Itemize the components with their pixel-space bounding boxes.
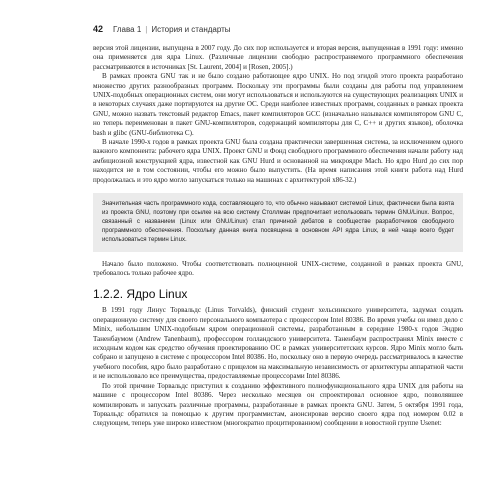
paragraph: В рамках проекта GNU так и не было создано работающее ядро UNIX. Но под эгидой этого проекта разработано множество других разнообразных программ. Поскольку эти программы были созданы для работы под управлением UNIX-подобных операционных систем, они могут использоваться и используются на существующих реализациях UNIX и в некоторых случаях даже портируются на другие ОС. Среди наиболее известных программ, созданных в рамках проекта GNU, можно назвать текстовый редактор Emacs, пакет компиляторов GCC (изначально назывался компилятором GNU C, но теперь переименован в пакет GNU-компиляторов, содержащий компиляторы для C, C++ и других языков), оболочка bash и glibc (GNU-библиотека C). — [93, 72, 463, 137]
running-header — [93, 24, 463, 38]
paragraph: В начале 1990-х годов в рамках проекта GNU была создана практически завершенная система, за исключением одного важного компонента: рабочего ядра UNIX. Проект GNU и Фонд свободного программного обеспечения начали работу над амбициозной конструкцией ядра, известной как GNU Hurd и основанной на микроядре Mach. Но ядро Hurd до сих пор находится не в том состоянии, чтобы его можно было выпустить. (На время написания этой книги работа над Hurd продолжалась и это ядро могло запускаться только на машинах с архитектурой x86-32.) — [93, 138, 463, 184]
paragraph: В 1991 году Линус Торвальдс (Linus Torvalds), финский студент хельсинкского университета, задумал создать операционную систему для своего персонального компьютера с процессором Intel 80386. Во время учебы он имел дело с Minix, небольшим UNIX-подобным ядром операционной системы, разработанным в середине 1980-х годов Эндрю Таненбаумом (Andrew Tanenbaum), профессором голландского университета. Таненбаум распространял Minix вместе с исходным кодом как средство обучения проектированию ОС в рамках университетских курсов. Ядро Minix могло быть собрано и запущено в системе с процессором Intel 80386. Но, поскольку оно в первую очередь рассматривалось в качестве учебного пособия, ядро было разработано с прицелом на максимальную независимость от архитектуры аппаратной части и не использовало все преимущества, предоставляемые процессорами Intel 80386. — [93, 306, 463, 381]
paragraph: По этой причине Торвальдс приступил к созданию эффективного полнофункционального ядра UNIX для работы на машине с процессором Intel 80386. Через несколько месяцев он спроектировал основное ядро, позволявшее компилировать и запускать различные программы, разработанные в рамках проекта GNU. Затем, 5 октября 1991 года, Торвальдс обратился за помощью к другим программистам, анонсировав версию своего ядра под номером 0.02 в следующем, теперь уже широко известном (многократно процитированном) сообщении в новостной группе Usenet: — [93, 381, 463, 428]
page-number: 42 — [93, 24, 104, 34]
chapter-label: Глава 1 — [113, 25, 142, 34]
chapter-title: История и стандарты — [151, 25, 231, 34]
body-text — [93, 44, 463, 429]
section-heading: 1.2.2. Ядро Linux — [93, 287, 188, 302]
paragraph: версия этой лицензии, выпущена в 2007 году. До сих пор используется и вторая версия, выпущенная в 1991 году: именно она применяется для ядра Linux. (Различные лицензии свободно распространяемого программного обеспечения рассматриваются в источниках [St. Laurent, 2004] и [Rosen, 2005].) — [93, 44, 463, 71]
note-box: Значительная часть программного кода, составляющего то, что обычно называют системой Linux, фактически была взята из проекта GNU, поэтому при ссылке на всю систему Столлман предпочитает использовать термин GNU/Linux. Вопрос, связанный с названием (Linux или GNU/Linux) стал причиной дебатов в сообществе разработчиков свободного программного обеспечения. Поскольку данная книга посвящена в основном API ядра Linux, в ней чаще всего будет использоваться термин Linux. — [93, 193, 463, 252]
header-separator: | — [145, 25, 148, 34]
paragraph: Начало было положено. Чтобы соответствовать полноценной UNIX-системе, созданной в рамках проекта GNU, требовалось только рабочее ядро. — [93, 259, 463, 278]
book-page — [93, 24, 463, 429]
